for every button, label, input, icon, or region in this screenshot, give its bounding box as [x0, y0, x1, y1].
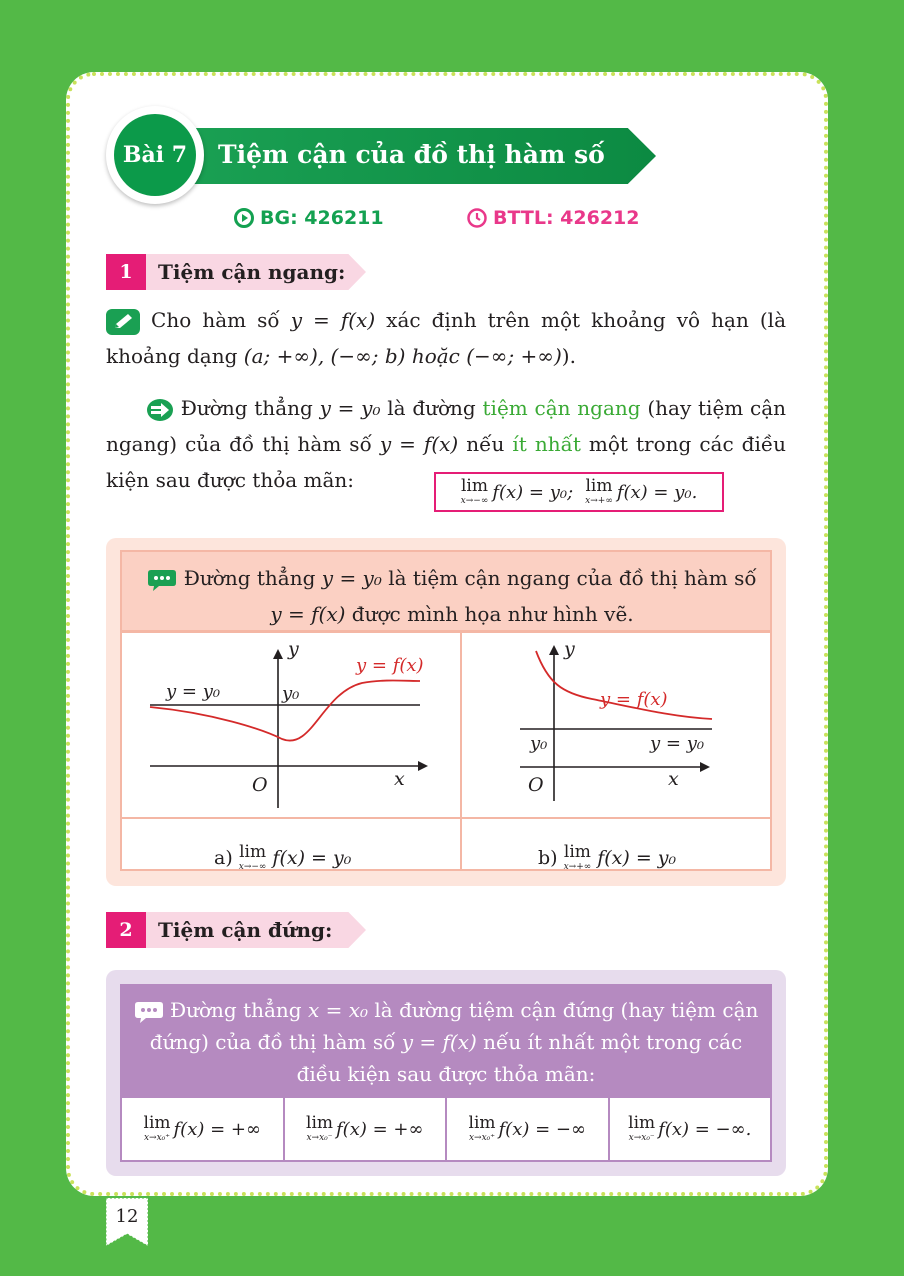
limits-box [434, 472, 724, 512]
resource-codes [0, 207, 904, 233]
graph-a [122, 633, 458, 815]
rule-highlight-horizontal: tiệm cận ngang [482, 396, 641, 420]
graph-b-asymptote-label: y = y₀ [650, 733, 705, 754]
rule-text-2: là đường [387, 396, 476, 420]
graph-b-x-arrow [700, 762, 710, 772]
video-code-label: BG: 426211 [260, 207, 384, 229]
va-line: x = x₀ [307, 998, 369, 1022]
vertical-limit-cell: lim x→x₀⁻ f(x) = −∞. [628, 1113, 752, 1143]
section2-title: Tiệm cận đứng: [158, 918, 333, 942]
va-text-1: Đường thẳng [169, 998, 302, 1022]
caption-a-body: f(x) = y₀ [272, 847, 352, 869]
graph-a-y-label: y [288, 638, 299, 660]
caption-a-lim: lim x→−∞ [238, 842, 267, 872]
graph-b-origin: O [528, 774, 544, 796]
arrow-right-icon [146, 398, 174, 422]
graph-b [462, 633, 768, 815]
graph-a-asymptote-label: y = y₀ [166, 681, 221, 702]
definition-paragraph [106, 302, 786, 374]
play-icon [234, 208, 254, 228]
section1-number: 1 [106, 254, 146, 290]
graph-b-y-label: y [564, 638, 575, 660]
illus-text-3: được mình họa như hình vẽ. [351, 602, 634, 626]
vertical-limit-body: f(x) = −∞ [498, 1118, 586, 1140]
illustration-text [144, 560, 760, 632]
vertical-limit-cell: lim x→x₀⁺ f(x) = +∞ [122, 1098, 285, 1160]
def-func: y = f(x) [290, 308, 376, 332]
rule-text-3: (hay tiệm cận ngang) của đồ thị hàm số [106, 396, 787, 456]
def-text-1: Cho hàm số [151, 308, 280, 332]
vertical-limit-body: f(x) = −∞. [658, 1118, 752, 1140]
def-text-2: xác định trên một khoảng vô hạn (là khoảng dạng [106, 308, 786, 368]
page-number: 12 [115, 1206, 139, 1227]
vertical-limit-body: f(x) = +∞ [173, 1118, 261, 1140]
va-text-2: là đường tiệm cận đứng (hay tiệm cận đứng) của đồ thị hàm số [149, 998, 759, 1054]
chat-bubble-icon [147, 568, 177, 592]
graph-a-x-arrow [418, 761, 428, 771]
graph-a-origin: O [252, 774, 268, 796]
vertical-limits-row [120, 1096, 772, 1162]
section2-number: 2 [106, 912, 146, 948]
vertical-limit-cell: lim x→x₀⁻ f(x) = +∞ [285, 1098, 448, 1160]
vertical-limit-body: f(x) = +∞ [336, 1118, 424, 1140]
test-code[interactable] [467, 207, 639, 229]
chat-bubble-icon [134, 1000, 164, 1024]
illus-func: y = f(x) [270, 602, 346, 626]
limit-minus-inf: lim x→−∞ [460, 476, 489, 506]
graph-a-x-label: x [394, 768, 405, 790]
caption-b-letter: b) [538, 847, 558, 869]
limit-plus-inf-body: f(x) = y₀. [616, 481, 698, 503]
limit-minus-inf-body: f(x) = y₀; [492, 481, 574, 503]
graph-a-curve-label: y = f(x) [356, 655, 424, 676]
rule-text-5: một trong các điều kiện sau được thỏa mãn: [106, 432, 787, 492]
caption-a [214, 844, 351, 872]
rule-highlight-atleast: ít nhất [512, 432, 581, 456]
graph-a-y0-label: y₀ [282, 683, 300, 704]
limit-plus-inf: lim x→+∞ [585, 476, 613, 506]
va-text-3: nếu ít nhất một trong các điều kiện sau được thỏa mãn: [296, 1030, 743, 1086]
illus-line: y = y₀ [321, 566, 382, 590]
illus-text-2: là tiệm cận ngang của đồ thị hàm số [388, 566, 757, 590]
graph-a-y-arrow [273, 649, 283, 659]
graph-b-x-label: x [668, 768, 679, 790]
va-func: y = f(x) [401, 1030, 477, 1054]
illus-text-1: Đường thẳng [183, 566, 316, 590]
graph-b-y-arrow [549, 645, 559, 655]
def-text-3: ). [561, 344, 576, 368]
rule-line: y = y₀ [319, 396, 381, 420]
rule-text-1: Đường thẳng [180, 396, 313, 420]
vertical-asymptote-text [126, 994, 766, 1090]
section1-title: Tiệm cận ngang: [158, 260, 346, 284]
def-intervals: (a; +∞), (−∞; b) hoặc (−∞; +∞) [243, 344, 562, 368]
test-code-label: BTTL: 426212 [493, 207, 640, 229]
lesson-title: Tiệm cận của đồ thị hàm số [218, 140, 605, 169]
caption-b-body: f(x) = y₀ [597, 847, 677, 869]
rule-func: y = f(x) [379, 432, 459, 456]
section2-header [106, 912, 376, 948]
caption-b-lim: lim x→+∞ [563, 842, 592, 872]
caption-a-letter: a) [214, 847, 233, 869]
rule-text-4: nếu [466, 432, 505, 456]
lesson-badge: Bài 7 [114, 114, 196, 196]
graph-b-curve-label: y = f(x) [600, 689, 668, 710]
vertical-limit-cell: lim x→x₀⁺ f(x) = −∞ [447, 1098, 610, 1160]
caption-b [538, 844, 676, 872]
graph-b-y0-label: y₀ [530, 733, 548, 754]
grid-divider-horizontal [122, 817, 770, 819]
video-code[interactable] [234, 207, 384, 229]
pencil-icon [106, 309, 140, 335]
section1-header [106, 254, 376, 290]
clock-icon [467, 208, 487, 228]
